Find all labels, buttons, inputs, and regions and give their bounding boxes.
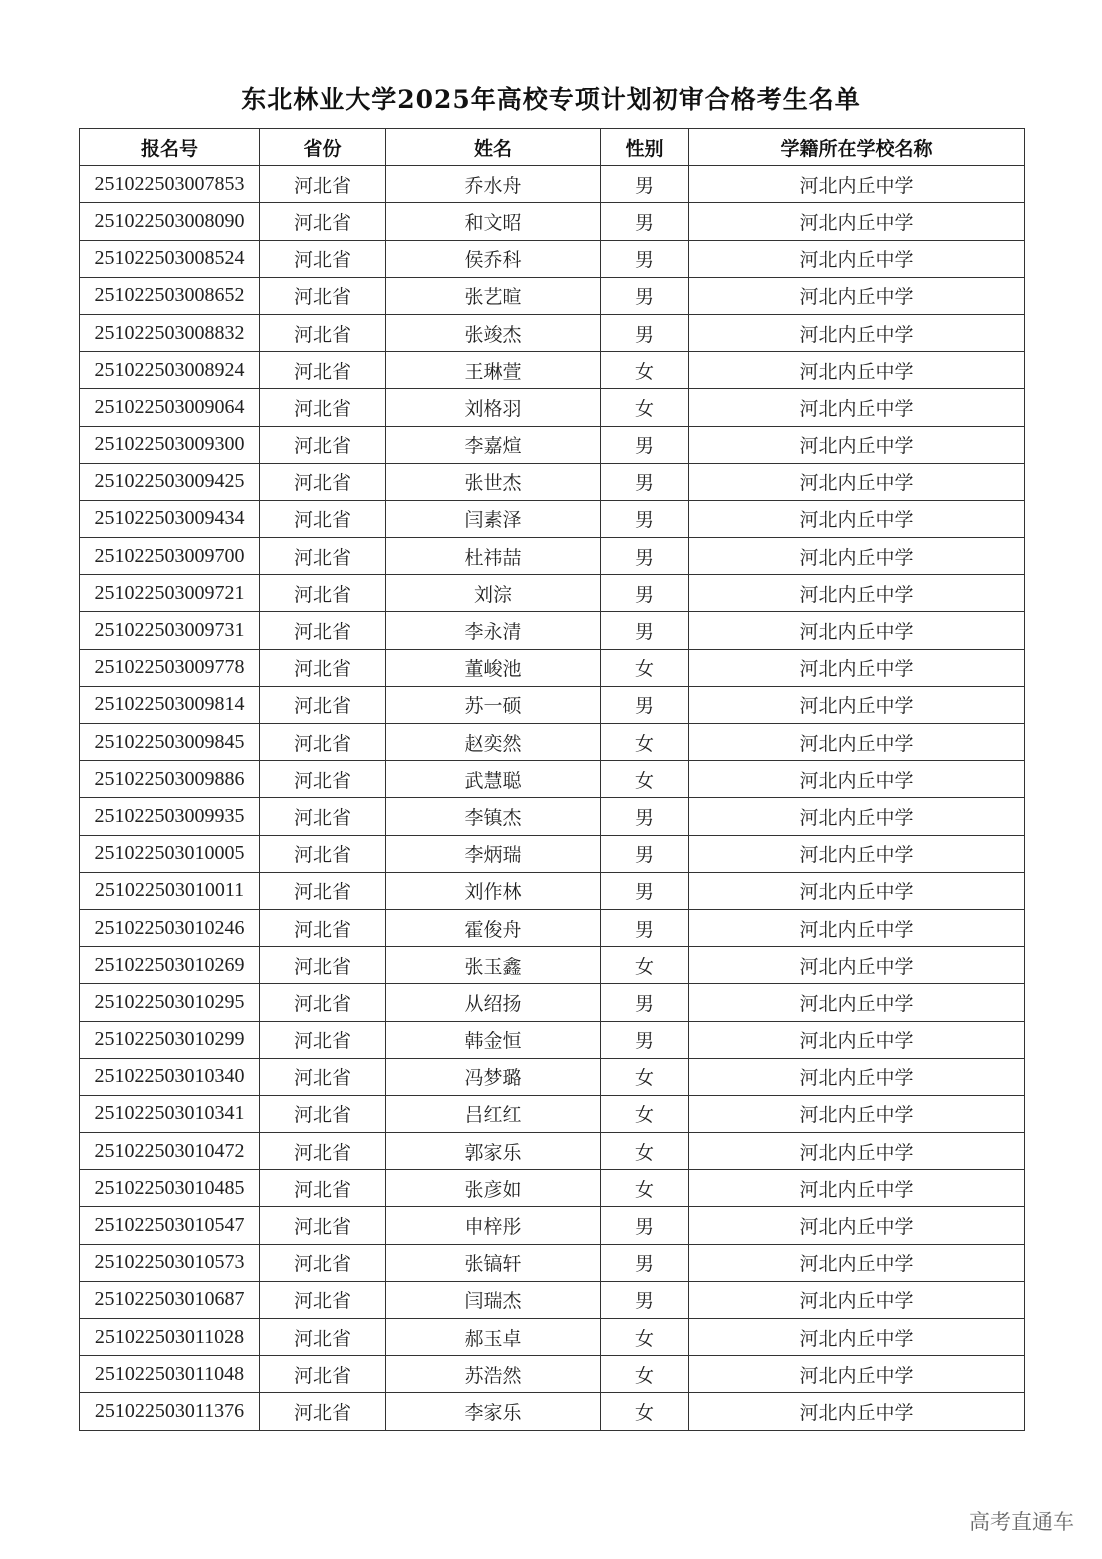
- name-cell: 刘格羽: [386, 389, 601, 426]
- gender-cell: 女: [601, 1095, 689, 1132]
- province-cell: 河北省: [260, 612, 386, 649]
- table-row: [80, 872, 1025, 909]
- school-cell: 河北内丘中学: [689, 1281, 1025, 1318]
- candidate-table: [79, 128, 1025, 1431]
- province-cell: 河北省: [260, 1133, 386, 1170]
- name-cell: 董峻池: [386, 649, 601, 686]
- school-cell: 河北内丘中学: [689, 947, 1025, 984]
- province-cell: 河北省: [260, 947, 386, 984]
- table-row: [80, 1021, 1025, 1058]
- province-cell: 河北省: [260, 575, 386, 612]
- registration-id-cell: 251022503008652: [80, 277, 260, 314]
- school-cell: 河北内丘中学: [689, 1021, 1025, 1058]
- gender-cell: 女: [601, 724, 689, 761]
- school-cell: 河北内丘中学: [689, 463, 1025, 500]
- gender-cell: 男: [601, 798, 689, 835]
- school-cell: 河北内丘中学: [689, 166, 1025, 203]
- table-row: [80, 166, 1025, 203]
- school-cell: 河北内丘中学: [689, 203, 1025, 240]
- province-cell: 河北省: [260, 1170, 386, 1207]
- name-cell: 侯乔科: [386, 240, 601, 277]
- gender-cell: 女: [601, 1319, 689, 1356]
- province-cell: 河北省: [260, 1207, 386, 1244]
- registration-id-cell: 251022503009935: [80, 798, 260, 835]
- table-row: [80, 1133, 1025, 1170]
- registration-id-cell: 251022503011376: [80, 1393, 260, 1430]
- gender-cell: 男: [601, 1021, 689, 1058]
- school-cell: 河北内丘中学: [689, 1393, 1025, 1430]
- gender-cell: 男: [601, 1281, 689, 1318]
- table-header-row: [80, 129, 1025, 166]
- gender-cell: 男: [601, 166, 689, 203]
- name-cell: 韩金恒: [386, 1021, 601, 1058]
- table-row: [80, 649, 1025, 686]
- table-row: [80, 1319, 1025, 1356]
- province-cell: 河北省: [260, 314, 386, 351]
- school-cell: 河北内丘中学: [689, 389, 1025, 426]
- registration-id-cell: 251022503010485: [80, 1170, 260, 1207]
- province-cell: 河北省: [260, 724, 386, 761]
- name-cell: 李镇杰: [386, 798, 601, 835]
- gender-cell: 男: [601, 575, 689, 612]
- name-cell: 张镐轩: [386, 1244, 601, 1281]
- school-cell: 河北内丘中学: [689, 761, 1025, 798]
- name-cell: 张世杰: [386, 463, 601, 500]
- registration-id-cell: 251022503009721: [80, 575, 260, 612]
- table-row: [80, 612, 1025, 649]
- school-cell: 河北内丘中学: [689, 1244, 1025, 1281]
- name-cell: 赵奕然: [386, 724, 601, 761]
- gender-cell: 男: [601, 1244, 689, 1281]
- registration-id-cell: 251022503008524: [80, 240, 260, 277]
- gender-cell: 男: [601, 538, 689, 575]
- name-cell: 乔水舟: [386, 166, 601, 203]
- province-cell: 河北省: [260, 1021, 386, 1058]
- school-cell: 河北内丘中学: [689, 1170, 1025, 1207]
- school-cell: 河北内丘中学: [689, 1356, 1025, 1393]
- gender-cell: 女: [601, 1133, 689, 1170]
- gender-cell: 女: [601, 389, 689, 426]
- gender-cell: 男: [601, 240, 689, 277]
- school-cell: 河北内丘中学: [689, 1133, 1025, 1170]
- registration-id-cell: 251022503009434: [80, 500, 260, 537]
- name-cell: 武慧聪: [386, 761, 601, 798]
- province-cell: 河北省: [260, 686, 386, 723]
- province-cell: 河北省: [260, 1095, 386, 1132]
- table-row: [80, 314, 1025, 351]
- watermark: 高考直通车: [969, 1510, 1074, 1534]
- school-cell: 河北内丘中学: [689, 872, 1025, 909]
- school-cell: 河北内丘中学: [689, 649, 1025, 686]
- table-row: [80, 500, 1025, 537]
- gender-cell: 男: [601, 686, 689, 723]
- name-cell: 张艺暄: [386, 277, 601, 314]
- gender-cell: 女: [601, 649, 689, 686]
- gender-cell: 男: [601, 314, 689, 351]
- province-cell: 河北省: [260, 463, 386, 500]
- province-cell: 河北省: [260, 909, 386, 946]
- registration-id-cell: 251022503009731: [80, 612, 260, 649]
- school-cell: 河北内丘中学: [689, 724, 1025, 761]
- table-row: [80, 1244, 1025, 1281]
- registration-id-cell: 251022503010687: [80, 1281, 260, 1318]
- column-header-province: 省份: [260, 129, 386, 166]
- registration-id-cell: 251022503009886: [80, 761, 260, 798]
- school-cell: 河北内丘中学: [689, 984, 1025, 1021]
- school-cell: 河北内丘中学: [689, 798, 1025, 835]
- gender-cell: 女: [601, 761, 689, 798]
- name-cell: 李炳瑞: [386, 835, 601, 872]
- school-cell: 河北内丘中学: [689, 835, 1025, 872]
- name-cell: 张竣杰: [386, 314, 601, 351]
- name-cell: 和文昭: [386, 203, 601, 240]
- name-cell: 闫素泽: [386, 500, 601, 537]
- table-row: [80, 761, 1025, 798]
- table-row: [80, 835, 1025, 872]
- name-cell: 刘作林: [386, 872, 601, 909]
- school-cell: 河北内丘中学: [689, 500, 1025, 537]
- registration-id-cell: 251022503009700: [80, 538, 260, 575]
- school-cell: 河北内丘中学: [689, 277, 1025, 314]
- province-cell: 河北省: [260, 835, 386, 872]
- table-row: [80, 203, 1025, 240]
- gender-cell: 女: [601, 352, 689, 389]
- school-cell: 河北内丘中学: [689, 538, 1025, 575]
- name-cell: 杜祎喆: [386, 538, 601, 575]
- province-cell: 河北省: [260, 240, 386, 277]
- name-cell: 从绍扬: [386, 984, 601, 1021]
- province-cell: 河北省: [260, 203, 386, 240]
- gender-cell: 男: [601, 277, 689, 314]
- registration-id-cell: 251022503009300: [80, 426, 260, 463]
- table-row: [80, 1281, 1025, 1318]
- name-cell: 申梓彤: [386, 1207, 601, 1244]
- registration-id-cell: 251022503010547: [80, 1207, 260, 1244]
- gender-cell: 男: [601, 426, 689, 463]
- column-header-school: 学籍所在学校名称: [689, 129, 1025, 166]
- registration-id-cell: 251022503010299: [80, 1021, 260, 1058]
- name-cell: 郭家乐: [386, 1133, 601, 1170]
- name-cell: 吕红红: [386, 1095, 601, 1132]
- school-cell: 河北内丘中学: [689, 1095, 1025, 1132]
- registration-id-cell: 251022503008832: [80, 314, 260, 351]
- school-cell: 河北内丘中学: [689, 612, 1025, 649]
- province-cell: 河北省: [260, 389, 386, 426]
- school-cell: 河北内丘中学: [689, 1207, 1025, 1244]
- name-cell: 冯梦璐: [386, 1058, 601, 1095]
- table-row: [80, 463, 1025, 500]
- registration-id-cell: 251022503009425: [80, 463, 260, 500]
- province-cell: 河北省: [260, 426, 386, 463]
- name-cell: 李永清: [386, 612, 601, 649]
- school-cell: 河北内丘中学: [689, 686, 1025, 723]
- table-row: [80, 538, 1025, 575]
- province-cell: 河北省: [260, 1393, 386, 1430]
- table-row: [80, 426, 1025, 463]
- gender-cell: 女: [601, 1058, 689, 1095]
- table-row: [80, 1393, 1025, 1430]
- column-header-name: 姓名: [386, 129, 601, 166]
- gender-cell: 男: [601, 500, 689, 537]
- province-cell: 河北省: [260, 761, 386, 798]
- school-cell: 河北内丘中学: [689, 575, 1025, 612]
- table-row: [80, 240, 1025, 277]
- registration-id-cell: 251022503008924: [80, 352, 260, 389]
- name-cell: 刘淙: [386, 575, 601, 612]
- school-cell: 河北内丘中学: [689, 240, 1025, 277]
- table-row: [80, 352, 1025, 389]
- gender-cell: 女: [601, 1393, 689, 1430]
- province-cell: 河北省: [260, 798, 386, 835]
- school-cell: 河北内丘中学: [689, 426, 1025, 463]
- province-cell: 河北省: [260, 1356, 386, 1393]
- column-header-gender: 性别: [601, 129, 689, 166]
- table-row: [80, 1356, 1025, 1393]
- registration-id-cell: 251022503007853: [80, 166, 260, 203]
- province-cell: 河北省: [260, 500, 386, 537]
- column-header-id: 报名号: [80, 129, 260, 166]
- province-cell: 河北省: [260, 984, 386, 1021]
- name-cell: 郝玉卓: [386, 1319, 601, 1356]
- name-cell: 张玉鑫: [386, 947, 601, 984]
- registration-id-cell: 251022503010269: [80, 947, 260, 984]
- name-cell: 张彦如: [386, 1170, 601, 1207]
- gender-cell: 男: [601, 203, 689, 240]
- name-cell: 王琳萱: [386, 352, 601, 389]
- gender-cell: 男: [601, 909, 689, 946]
- gender-cell: 男: [601, 984, 689, 1021]
- registration-id-cell: 251022503009814: [80, 686, 260, 723]
- table-row: [80, 1058, 1025, 1095]
- name-cell: 苏浩然: [386, 1356, 601, 1393]
- table-row: [80, 1207, 1025, 1244]
- gender-cell: 男: [601, 1207, 689, 1244]
- province-cell: 河北省: [260, 649, 386, 686]
- table-row: [80, 277, 1025, 314]
- gender-cell: 男: [601, 612, 689, 649]
- registration-id-cell: 251022503010573: [80, 1244, 260, 1281]
- province-cell: 河北省: [260, 1281, 386, 1318]
- name-cell: 闫瑞杰: [386, 1281, 601, 1318]
- table-row: [80, 575, 1025, 612]
- table-row: [80, 724, 1025, 761]
- name-cell: 李嘉煊: [386, 426, 601, 463]
- registration-id-cell: 251022503010340: [80, 1058, 260, 1095]
- province-cell: 河北省: [260, 1319, 386, 1356]
- registration-id-cell: 251022503009845: [80, 724, 260, 761]
- registration-id-cell: 251022503010246: [80, 909, 260, 946]
- name-cell: 李家乐: [386, 1393, 601, 1430]
- province-cell: 河北省: [260, 166, 386, 203]
- gender-cell: 男: [601, 835, 689, 872]
- province-cell: 河北省: [260, 352, 386, 389]
- school-cell: 河北内丘中学: [689, 314, 1025, 351]
- gender-cell: 男: [601, 463, 689, 500]
- gender-cell: 女: [601, 947, 689, 984]
- registration-id-cell: 251022503011048: [80, 1356, 260, 1393]
- province-cell: 河北省: [260, 277, 386, 314]
- table-row: [80, 909, 1025, 946]
- gender-cell: 男: [601, 872, 689, 909]
- registration-id-cell: 251022503008090: [80, 203, 260, 240]
- registration-id-cell: 251022503010011: [80, 872, 260, 909]
- table-row: [80, 686, 1025, 723]
- table-row: [80, 389, 1025, 426]
- province-cell: 河北省: [260, 1058, 386, 1095]
- registration-id-cell: 251022503010295: [80, 984, 260, 1021]
- name-cell: 苏一硕: [386, 686, 601, 723]
- province-cell: 河北省: [260, 538, 386, 575]
- table-row: [80, 1095, 1025, 1132]
- province-cell: 河北省: [260, 1244, 386, 1281]
- gender-cell: 女: [601, 1170, 689, 1207]
- registration-id-cell: 251022503010472: [80, 1133, 260, 1170]
- registration-id-cell: 251022503010005: [80, 835, 260, 872]
- name-cell: 霍俊舟: [386, 909, 601, 946]
- registration-id-cell: 251022503011028: [80, 1319, 260, 1356]
- table-row: [80, 1170, 1025, 1207]
- school-cell: 河北内丘中学: [689, 352, 1025, 389]
- school-cell: 河北内丘中学: [689, 1058, 1025, 1095]
- registration-id-cell: 251022503009064: [80, 389, 260, 426]
- table-row: [80, 984, 1025, 1021]
- school-cell: 河北内丘中学: [689, 1319, 1025, 1356]
- page-title: 东北林业大学2025年高校专项计划初审合格考生名单: [241, 85, 861, 114]
- province-cell: 河北省: [260, 872, 386, 909]
- table-row: [80, 798, 1025, 835]
- gender-cell: 女: [601, 1356, 689, 1393]
- registration-id-cell: 251022503010341: [80, 1095, 260, 1132]
- table-row: [80, 947, 1025, 984]
- school-cell: 河北内丘中学: [689, 909, 1025, 946]
- registration-id-cell: 251022503009778: [80, 649, 260, 686]
